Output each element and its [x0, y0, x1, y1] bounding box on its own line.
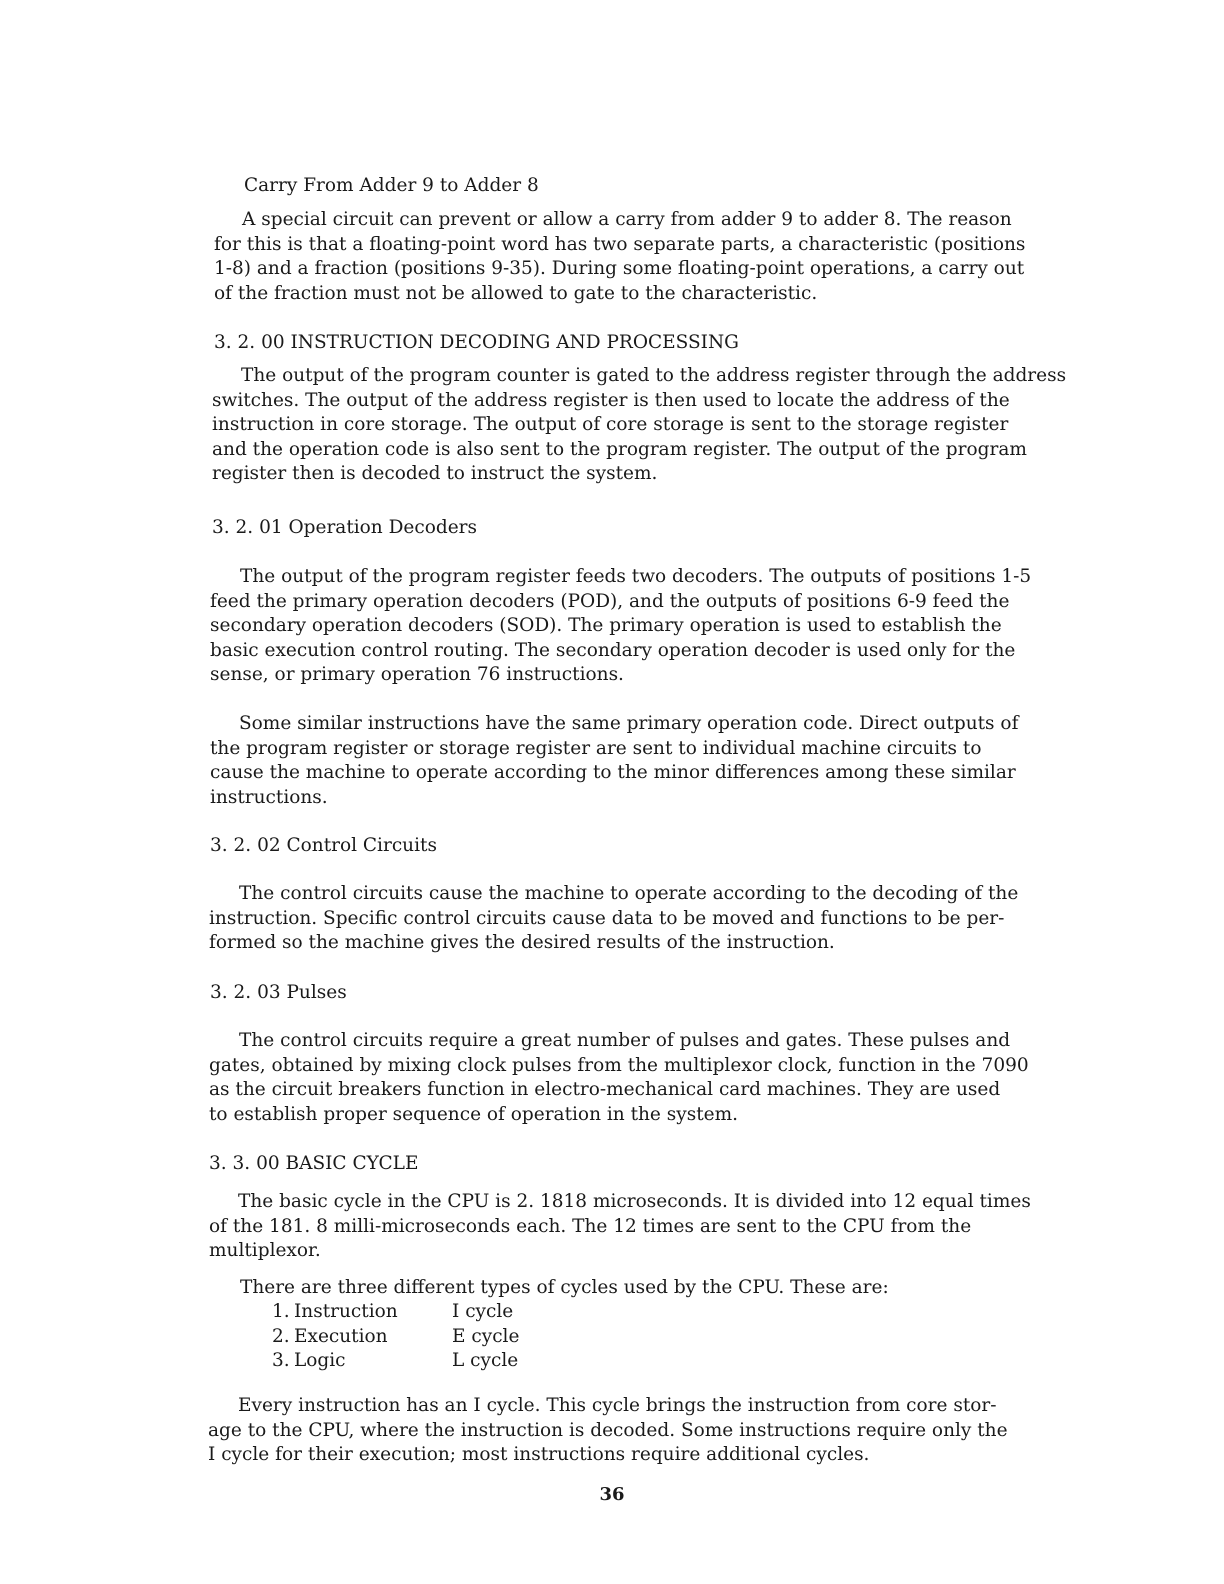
- paragraph-line: The basic cycle in the CPU is 2. 1818 microseconds. It is divided into 12 equal times: [238, 1191, 1031, 1212]
- subsection-title-carry: Carry From Adder 9 to Adder 8: [244, 175, 539, 196]
- list-item-number: 1.: [272, 1301, 290, 1322]
- subsection-heading-operation-decoders: 3. 2. 01 Operation Decoders: [212, 517, 478, 538]
- paragraph-operation-decoders-1: [210, 565, 1031, 688]
- paragraph-line: switches. The output of the address register is then used to locate the address of the: [212, 389, 1010, 411]
- list-item-number: 2.: [272, 1325, 290, 1347]
- paragraph-instruction-decoding: [212, 364, 1066, 487]
- paragraph-line: and the operation code is also sent to the program register. The output of the program: [212, 438, 1027, 460]
- paragraph-control-circuits: [209, 882, 1018, 956]
- list-intro: There are three different types of cycles used by the CPU. These are:: [240, 1277, 889, 1298]
- paragraph-line: instructions.: [210, 786, 328, 808]
- paragraph-line: basic execution control routing. The secondary operation decoder is used only for the: [210, 639, 1016, 661]
- subsection-heading-pulses: 3. 2. 03 Pulses: [210, 982, 347, 1003]
- paragraph-basic-cycle-1: [209, 1190, 1031, 1264]
- paragraph-line: feed the primary operation decoders (POD), and the outputs of positions 6-9 feed the: [210, 590, 1010, 612]
- paragraph-line: The control circuits require a great number of pulses and gates. These pulses and: [239, 1030, 1011, 1051]
- list-item: [272, 1325, 519, 1350]
- paragraph-line: cause the machine to operate according to the minor differences among these similar: [210, 762, 1016, 783]
- paragraph-line: secondary operation decoders (SOD). The primary operation is used to establish the: [210, 615, 1002, 636]
- paragraph-line: register then is decoded to instruct the system.: [212, 463, 658, 484]
- section-heading-instruction-decoding: 3. 2. 00 INSTRUCTION DECODING AND PROCESSING: [214, 332, 739, 353]
- section-heading-basic-cycle: 3. 3. 00 BASIC CYCLE: [209, 1153, 419, 1174]
- paragraph-carry: [214, 208, 1025, 306]
- paragraph-line: Some similar instructions have the same primary operation code. Direct outputs of: [239, 713, 1019, 734]
- list-item-cycle: E cycle: [452, 1325, 520, 1347]
- list-item-cycle: I cycle: [452, 1301, 514, 1322]
- paragraph-line: Every instruction has an I cycle. This cycle brings the instruction from core stor-: [238, 1395, 997, 1416]
- list-item-name: Instruction: [294, 1301, 398, 1322]
- list-item-name: Logic: [294, 1350, 346, 1371]
- paragraph-line: of the 181. 8 milli-microseconds each. The 12 times are sent to the CPU from the: [209, 1215, 972, 1237]
- list-item: [272, 1349, 519, 1374]
- paragraph-line: as the circuit breakers function in electro-mechanical card machines. They are used: [209, 1079, 1001, 1100]
- paragraph-line: 1-8) and a fraction (positions 9-35). During some floating-point operations, a carry out: [214, 258, 1025, 279]
- paragraph-pulses: [209, 1029, 1029, 1127]
- paragraph-line: The output of the program counter is gated to the address register through the address: [241, 365, 1067, 386]
- list-item: [272, 1300, 519, 1325]
- paragraph-line: formed so the machine gives the desired results of the instruction.: [209, 932, 835, 953]
- paragraph-line: sense, or primary operation 76 instructions.: [210, 664, 624, 685]
- subsection-heading-control-circuits: 3. 2. 02 Control Circuits: [210, 835, 437, 856]
- paragraph-line: to establish proper sequence of operation in the system.: [209, 1103, 739, 1125]
- paragraph-line: the program register or storage register are sent to individual machine circuits to: [210, 737, 982, 759]
- paragraph-line: gates, obtained by mixing clock pulses from the multiplexor clock, function in the 7090: [209, 1054, 1029, 1076]
- page-number: 36: [599, 1484, 625, 1505]
- paragraph-line: The control circuits cause the machine to operate according to the decoding of the: [239, 883, 1019, 904]
- paragraph-line: for this is that a floating-point word has two separate parts, a characteristic (positions: [214, 233, 1026, 255]
- list-item-number: 3.: [272, 1350, 290, 1371]
- paragraph-line: instruction. Specific control circuits cause data to be moved and functions to be per-: [209, 907, 1005, 929]
- paragraph-line: The output of the program register feeds two decoders. The outputs of positions 1-5: [240, 566, 1032, 587]
- list-item-name: Execution: [294, 1325, 388, 1347]
- paragraph-line: A special circuit can prevent or allow a carry from adder 9 to adder 8. The reason: [242, 209, 1012, 230]
- cycle-type-list: [272, 1300, 519, 1374]
- paragraph-line: age to the CPU, where the instruction is decoded. Some instructions require only the: [208, 1419, 1008, 1441]
- list-item-cycle: L cycle: [452, 1350, 519, 1371]
- paragraph-line: of the fraction must not be allowed to gate to the characteristic.: [214, 282, 818, 304]
- paragraph-basic-cycle-2: [208, 1394, 1008, 1468]
- paragraph-line: I cycle for their execution; most instructions require additional cycles.: [208, 1444, 870, 1465]
- paragraph-line: instruction in core storage. The output of core storage is sent to the storage register: [212, 414, 1009, 435]
- paragraph-operation-decoders-2: [210, 712, 1018, 810]
- paragraph-line: multiplexor.: [209, 1240, 321, 1261]
